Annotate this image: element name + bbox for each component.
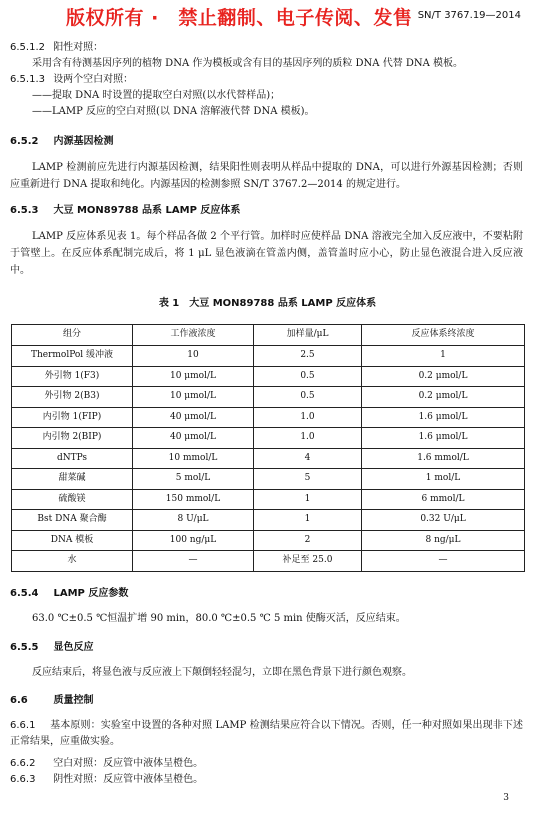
table-cell: 1.6 mmol/L: [362, 448, 525, 469]
table-cell: 8 U/μL: [133, 510, 254, 531]
clause-number: 6.5.4: [10, 588, 39, 599]
clause-6-5-5-text: 反应结束后，将显色液与反应液上下颠倒轻轻混匀，立即在黑色背景下进行颜色观察。: [32, 667, 412, 678]
clause-number: 6.5.3: [10, 205, 39, 216]
table-cell: 0.5: [254, 366, 362, 387]
table-cell: 硫酸镁: [12, 489, 133, 510]
table-cell: 5: [254, 469, 362, 490]
table-row: [12, 346, 525, 367]
table-cell: 1: [362, 346, 525, 367]
table-cell: 1.0: [254, 428, 362, 449]
table-cell: 1: [254, 489, 362, 510]
table-cell: 0.32 U/μL: [362, 510, 525, 531]
table-cell: 10 μmol/L: [133, 387, 254, 408]
clause-6-5-4-text: 63.0 ℃±0.5 ℃恒温扩增 90 min，80.0 ℃±0.5 ℃ 5 min 使酶灭活，反应结束。: [32, 613, 406, 624]
table-header-row: [12, 325, 525, 346]
clause-6-5-1-2-text: 采用含有待测基因序列的植物 DNA 作为模板或含有目的基因序列的质粒 DNA 代替 DNA 模板。: [32, 58, 464, 69]
clause-6-5-3-heading: [10, 203, 525, 218]
table-cell: dNTPs: [12, 448, 133, 469]
table-cell: 10: [133, 346, 254, 367]
table-cell: —: [362, 551, 525, 572]
table-row: [12, 428, 525, 449]
column-header: 加样量/μL: [254, 325, 362, 346]
table-cell: 1.6 μmol/L: [362, 407, 525, 428]
table-row: [12, 530, 525, 551]
reaction-system-table: [11, 324, 525, 572]
table-cell: 40 μmol/L: [133, 428, 254, 449]
table-row: [12, 387, 525, 408]
table-row: [12, 448, 525, 469]
clause-number: 6.5.1.3: [10, 74, 45, 85]
table-cell: 外引物 2(B3): [12, 387, 133, 408]
table-cell: 内引物 1(FIP): [12, 407, 133, 428]
clause-title: LAMP 反应参数: [53, 588, 129, 599]
table-cell: 内引物 2(BIP): [12, 428, 133, 449]
column-header: 反应体系终浓度: [362, 325, 525, 346]
table-cell: 补足至 25.0: [254, 551, 362, 572]
table-row: [12, 366, 525, 387]
column-header: 工作液浓度: [133, 325, 254, 346]
clause-6-6-1: [10, 718, 523, 750]
table-cell: 10 μmol/L: [133, 366, 254, 387]
clause-title: 设两个空白对照：: [53, 74, 134, 85]
table-cell: 6 mmol/L: [362, 489, 525, 510]
table-row: [12, 489, 525, 510]
list-item-extraction-blank: ——提取 DNA 时设置的提取空白对照(以水代替样品)；: [32, 90, 281, 101]
clause-6-5-1-3: [10, 72, 525, 87]
table-cell: 1.0: [254, 407, 362, 428]
table-cell: 40 μmol/L: [133, 407, 254, 428]
table-cell: 5 mol/L: [133, 469, 254, 490]
clause-6-6-3: [10, 772, 525, 787]
table-cell: 1 mol/L: [362, 469, 525, 490]
clause-title: 大豆 MON89788 品系 LAMP 反应体系: [53, 205, 241, 216]
table-cell: 0.5: [254, 387, 362, 408]
page-number: 3: [503, 793, 509, 803]
table-cell: 150 mmol/L: [133, 489, 254, 510]
clause-title: 阳性对照：: [53, 42, 104, 53]
table-cell: 2.5: [254, 346, 362, 367]
table-cell: 水: [12, 551, 133, 572]
table-cell: 0.2 μmol/L: [362, 387, 525, 408]
list-item-lamp-blank: ——LAMP 反应的空白对照(以 DNA 溶解液代替 DNA 模板)。: [32, 106, 315, 117]
table-cell: 2: [254, 530, 362, 551]
table-cell: 100 ng/μL: [133, 530, 254, 551]
table-cell: ThermolPol 缓冲液: [12, 346, 133, 367]
clause-6-5-5-heading: [10, 640, 525, 655]
table-cell: 8 ng/μL: [362, 530, 525, 551]
clause-title: 质量控制: [53, 695, 94, 706]
clause-number: 6.5.2: [10, 136, 39, 147]
clause-number: 6.6: [10, 695, 28, 706]
clause-6-5-1-2: [10, 40, 525, 55]
clause-text: 阴性对照：反应管中液体呈橙色。: [53, 774, 204, 785]
table-cell: 4: [254, 448, 362, 469]
table-cell: 外引物 1(F3): [12, 366, 133, 387]
standard-number: SN/T 3767.19—2014: [417, 10, 521, 21]
table-row: [12, 551, 525, 572]
table-caption: 表 1 大豆 MON89788 品系 LAMP 反应体系: [158, 298, 377, 309]
clause-6-6-heading: [10, 693, 525, 708]
clause-6-5-2-text: LAMP 检测前应先进行内源基因检测，结果阳性则表明从样品中提取的 DNA，可以进行外源基因检测；否则应重新进行 DNA 提取和纯化。内源基因的检测参照 SN/T 3767.2—2014 的规定进行。: [10, 162, 523, 190]
clause-number: 6.5.1.2: [10, 42, 45, 53]
clause-number: 6.6.3: [10, 774, 36, 785]
table-cell: 甜菜碱: [12, 469, 133, 490]
copyright-watermark: 版权所有 · 禁止翻制、电子传阅、发售: [66, 7, 413, 29]
clause-number: 6.6.1: [10, 720, 36, 731]
clause-title: 内源基因检测: [53, 136, 114, 147]
table-cell: 0.2 μmol/L: [362, 366, 525, 387]
column-header: 组分: [12, 325, 133, 346]
table-row: [12, 510, 525, 531]
table-row: [12, 407, 525, 428]
table-cell: 1.6 μmol/L: [362, 428, 525, 449]
table-cell: 1: [254, 510, 362, 531]
clause-6-6-2: [10, 756, 525, 771]
table-cell: Bst DNA 聚合酶: [12, 510, 133, 531]
clause-title: 显色反应: [53, 642, 94, 653]
table-cell: DNA 模板: [12, 530, 133, 551]
table-cell: 10 mmol/L: [133, 448, 254, 469]
clause-6-5-2-heading: [10, 134, 525, 149]
clause-text: 空白对照：反应管中液体呈橙色。: [53, 758, 204, 769]
table-cell: —: [133, 551, 254, 572]
clause-number: 6.5.5: [10, 642, 39, 653]
clause-number: 6.6.2: [10, 758, 36, 769]
clause-6-5-3-text: LAMP 反应体系见表 1。每个样品各做 2 个平行管。加样时应使样品 DNA 溶液完全加入反应液中，不要粘附于管壁上。在反应体系配制完成后，将 1 μL 显色液滴在管盖内侧，盖管盖时应小心，防止显色液混合进入反应液中。: [10, 231, 523, 276]
table-row: [12, 469, 525, 490]
clause-6-6-1-text: 基本原则：实验室中设置的各种对照 LAMP 检测结果应符合以下情况。否则，任一种对照如果出现非下述正常结果，应重做实验。: [10, 720, 523, 747]
clause-6-5-4-heading: [10, 586, 525, 601]
